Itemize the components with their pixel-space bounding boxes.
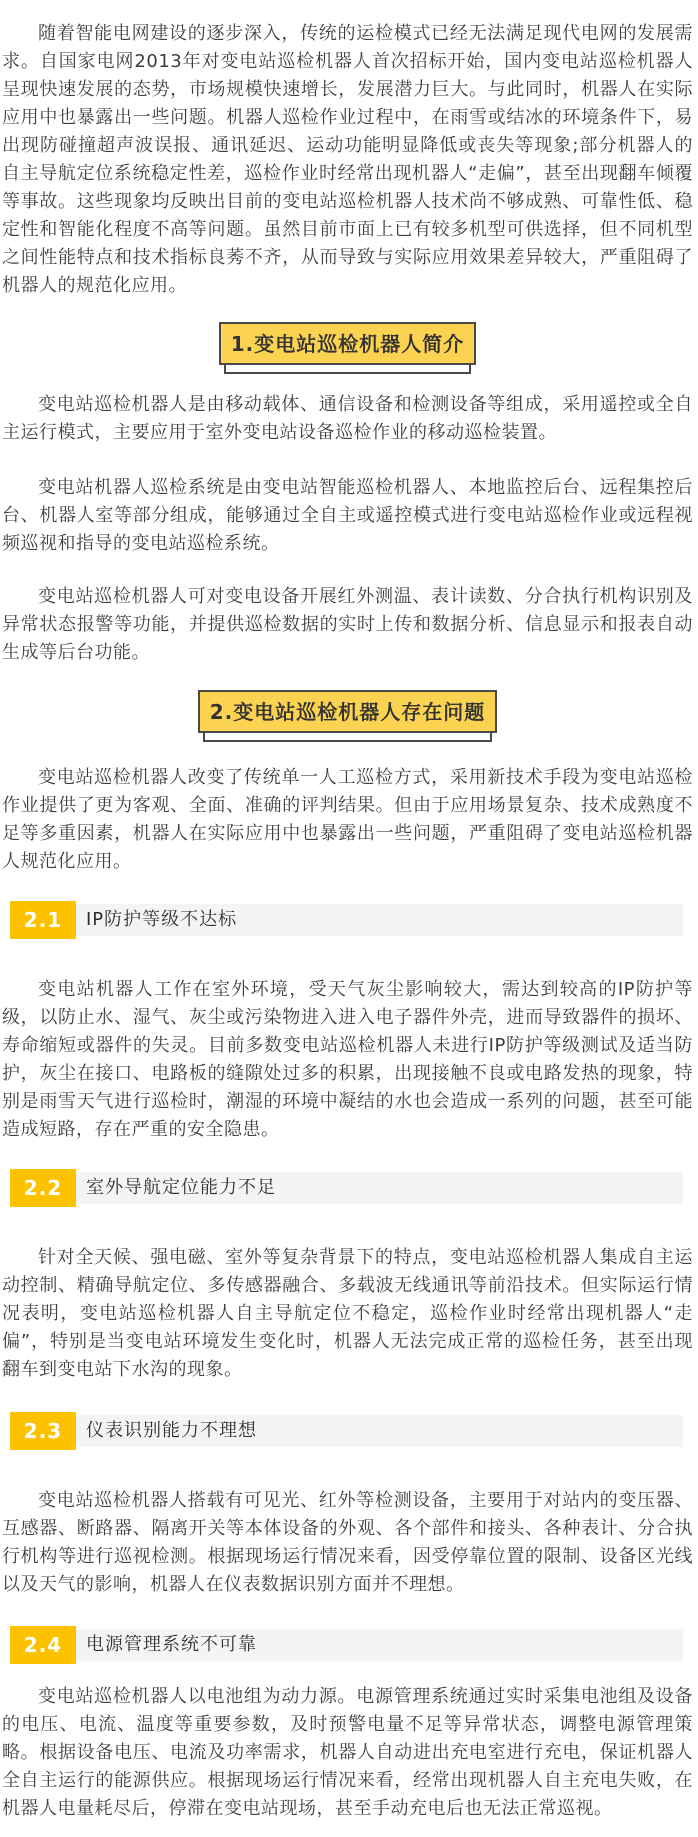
subsection-number-badge-2-1: 2.1 — [10, 901, 76, 939]
subsection-title-2-3: 仪表识别能力不理想 — [86, 1420, 257, 1441]
chapter-2-header — [2, 690, 693, 742]
chapter-1-paragraph-2: 变电站机器人巡检系统是由变电站智能巡检机器人、本地监控后台、远程集控后台、机器人室等部分组成，能够通过全自主或遥控模式进行变电站巡检作业或远程视频巡视和指导的变电站巡检系统。 — [2, 477, 693, 554]
chapter-1-header-shadow — [224, 365, 472, 374]
subsection-header-2-4 — [10, 1629, 683, 1661]
chapter-1-title: 1.变电站巡检机器人简介 — [219, 322, 477, 365]
chapter-2-header-frame — [198, 690, 498, 742]
subsection-header-2-1 — [10, 904, 683, 936]
subsection-title-2-2: 室外导航定位能力不足 — [86, 1177, 276, 1198]
subsection-title-2-4: 电源管理系统不可靠 — [86, 1634, 257, 1655]
subsection-number-badge-2-4: 2.4 — [10, 1626, 76, 1664]
subsection-title-2-1: IP防护等级不达标 — [86, 909, 238, 930]
subsection-body-2-4: 变电站巡检机器人以电池组为动力源。电源管理系统通过实时采集电池组及设备的电压、电流、温度等重要参数，及时预警电量不足等异常状态，调整电源管理策略。根据设备电压、电流及功率需求，机器人自动进出充电室进行充电，保证机器人全自主运行的能源供应。根据现场运行情况来看，经常出现机器人自主充电失败，在机器人电量耗尽后，停滞在变电站现场，甚至手动充电后也无法正常巡视。 — [2, 1686, 693, 1819]
chapter-1-header-frame — [219, 322, 477, 374]
chapter-1-paragraph-1: 变电站巡检机器人是由移动载体、通信设备和检测设备等组成，采用遥控或全自主运行模式，主要应用于室外变电站设备巡检作业的移动巡检装置。 — [2, 394, 693, 443]
chapter-1-paragraph-3: 变电站巡检机器人可对变电设备开展红外测温、表计读数、分合执行机构识别及异常状态报警等功能，并提供巡检数据的实时上传和数据分析、信息显示和报表自动生成等后台功能。 — [2, 586, 693, 663]
subsection-body-2-1: 变电站机器人工作在室外环境，受天气灰尘影响较大，需达到较高的IP防护等级，以防止水、湿气、灰尘或污染物进入进入电子器件外壳，进而导致器件的损坏、寿命缩短或器件的失灵。目前多数变电站巡检机器人未进行IP防护等级测试及适当防护，灰尘在接口、电路板的缝隙处过多的积累，出现接触不良或电路发热的现象，特别是雨雪天气进行巡检时，潮湿的环境中凝结的水也会造成一系列的问题，甚至可能造成短路，存在严重的安全隐患。 — [2, 979, 693, 1140]
subsection-number-badge-2-2: 2.2 — [10, 1169, 76, 1207]
subsection-number-badge-2-3: 2.3 — [10, 1412, 76, 1450]
chapter-2-lead-paragraph: 变电站巡检机器人改变了传统单一人工巡检方式，采用新技术手段为变电站巡检作业提供了更为客观、全面、准确的评判结果。但由于应用场景复杂、技术成熟度不足等多重因素，机器人在实际应用中也暴露出一些问题，严重阻碍了变电站巡检机器人规范化应用。 — [2, 767, 693, 872]
subsection-body-2-2: 针对全天候、强电磁、室外等复杂背景下的特点，变电站巡检机器人集成自主运动控制、精确导航定位、多传感器融合、多载波无线通讯等前沿技术。但实际运行情况表明，变电站巡检机器人自主导航定位不稳定，巡检作业时经常出现机器人“走偏”，特别是当变电站环境发生变化时，机器人无法完成正常的巡检任务，甚至出现翻车到变电站下水沟的现象。 — [2, 1247, 693, 1380]
subsection-header-2-3 — [10, 1415, 683, 1447]
intro-paragraph: 随着智能电网建设的逐步深入，传统的运检模式已经无法满足现代电网的发展需求。自国家电网2013年对变电站巡检机器人首次招标开始，国内变电站巡检机器人呈现快速发展的态势，市场规模快速增长，发展潜力巨大。与此同时，机器人在实际应用中也暴露出一些问题。机器人巡检作业过程中，在雨雪或结冰的环境条件下，易出现防碰撞超声波误报、通讯延迟、运动功能明显降低或丧失等现象;部分机器人的自主导航定位系统稳定性差，巡检作业时经常出现机器人“走偏”，甚至出现翻车倾覆等事故。这些现象均反映出目前的变电站巡检机器人技术尚不够成熟、可靠性低、稳定性和智能化程度不高等问题。虽然目前市面上已有较多机型可供选择，但不同机型之间性能特点和技术指标良莠不齐，从而导致与实际应用效果差异较大，严重阻碍了机器人的规范化应用。 — [2, 23, 693, 296]
subsection-header-2-2 — [10, 1172, 683, 1204]
chapter-2-title: 2.变电站巡检机器人存在问题 — [198, 690, 498, 733]
subsection-body-2-3: 变电站巡检机器人搭载有可见光、红外等检测设备，主要用于对站内的变压器、互感器、断路器、隔离开关等本体设备的外观、各个部件和接头、各种表计、分合执行机构等进行巡视检测。根据现场运行情况来看，因受停靠位置的限制、设备区光线以及天气的影响，机器人在仪表数据识别方面并不理想。 — [2, 1490, 693, 1595]
chapter-1-header — [2, 322, 693, 374]
chapter-2-header-shadow — [203, 733, 493, 742]
